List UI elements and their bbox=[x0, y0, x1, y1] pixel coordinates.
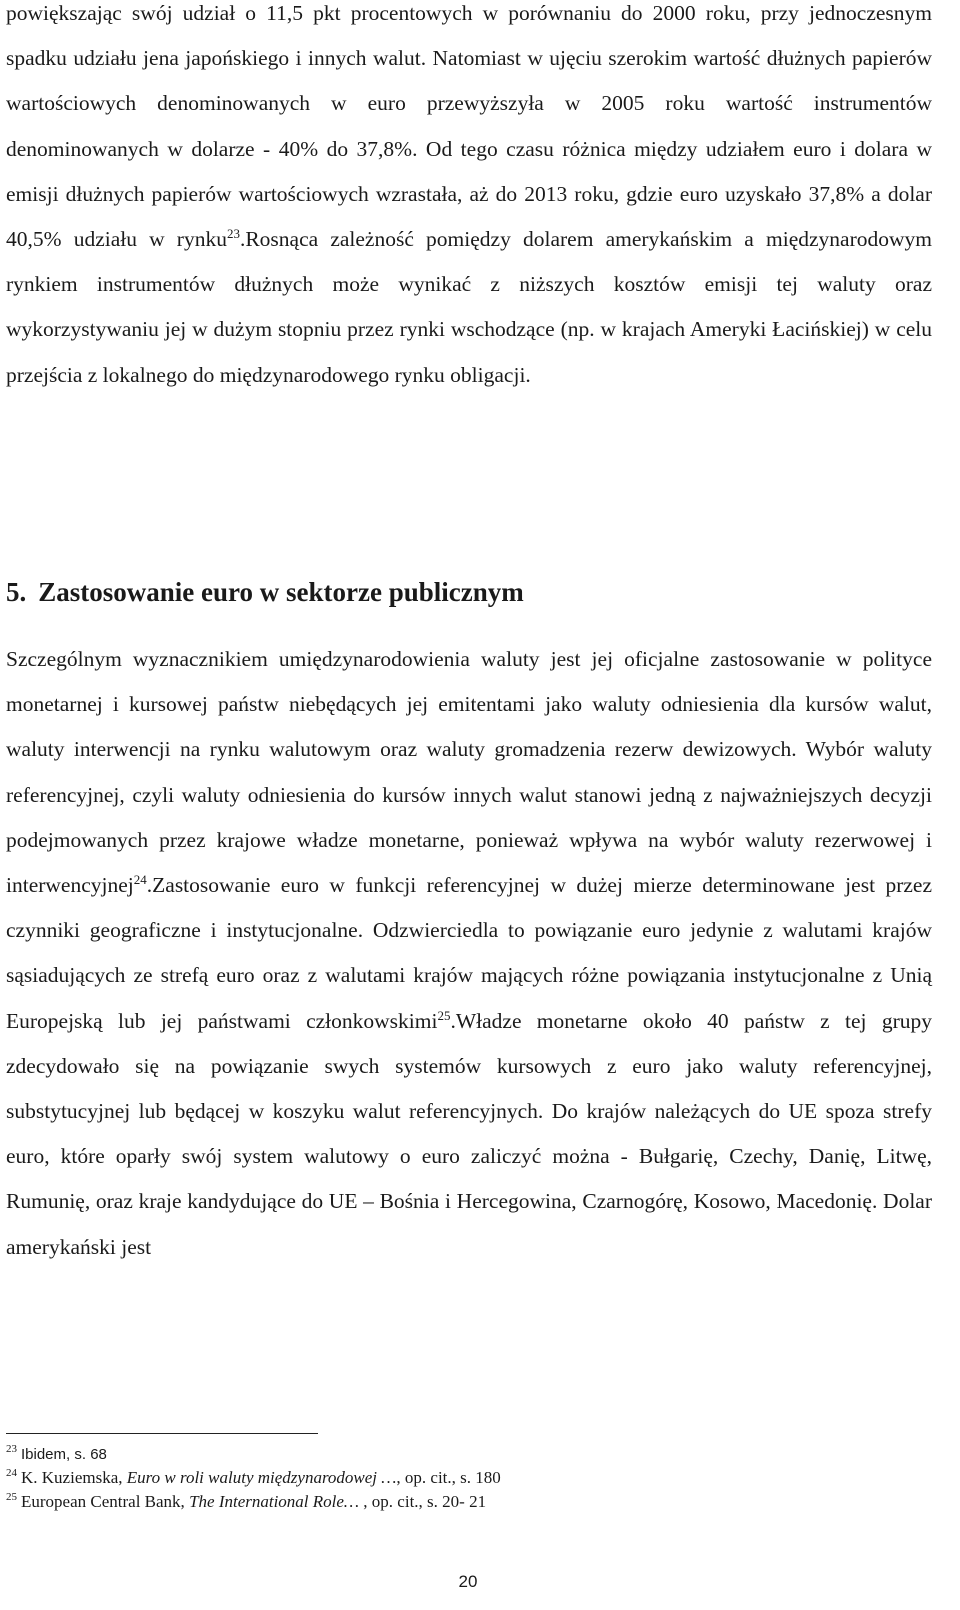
footnote-ref-25[interactable]: 25 bbox=[437, 1007, 451, 1023]
footnote-mark: 24 bbox=[6, 1467, 17, 1480]
footnote-ref-23[interactable]: 23 bbox=[226, 225, 240, 241]
body-paragraph-2 bbox=[6, 637, 932, 1270]
footnote-mark: 23 bbox=[6, 1443, 17, 1456]
section-number: 5. bbox=[6, 577, 27, 607]
paragraph-1-text-a: powiększając swój udział o 11,5 pkt procentowych w porównaniu do 2000 roku, przy jednoczesnym spadku udziału jena japońskiego i innych walut. Natomiast w ujęciu szerokim wartość dłużnych papierów wartościowych denominowanych w euro przewyższyła w 2005 roku wartość instrumentów denominowanych w dolarze - 40% do 37,8%. Od tego czasu różnica między udziałem euro i dolara w emisji dłużnych papierów wartościowych wzrastała, aż do 2013 roku, gdzie euro uzyskało 37,8% a dolar 40,5% udziału w rynku bbox=[6, 1, 932, 252]
paragraph-2-text-c: .Władze monetarne około 40 państw z tej grupy zdecydowało się na powiązanie swych systemów kursowych z euro jako waluty referencyjnej, substytucyjnej lub będącej w koszyku walut referencyjnych. Do krajów należących do UE spoza strefy euro, które oparły swój system walutowy o euro zaliczyć można - Bułgarię, Czechy, Danię, Litwę, Rumunię, oraz kraje kandydujące do UE – Bośnia i Hercegowina, Czarnogórę, Kosowo, Macedonię. Dolar amerykański jest bbox=[6, 1008, 932, 1259]
section-title: Zastosowanie euro w sektorze publicznym bbox=[38, 577, 524, 607]
footnote-author: European Central Bank, bbox=[21, 1492, 190, 1511]
paragraph-1-text-b: .Rosnąca zależność pomiędzy dolarem amerykańskim a międzynarodowym rynkiem instrumentów dłużnych może wynikać z niższych kosztów emisji tej waluty oraz wykorzystywaniu jej w dużym stopniu przez rynki wschodzące (np. w krajach Ameryki Łacińskiej) w celu przejścia z lokalnego do międzynarodowego rynku obligacji. bbox=[6, 227, 932, 387]
footnote-text: Ibidem, s. 68 bbox=[21, 1446, 107, 1463]
paragraph-2-text-a: Szczególnym wyznacznikiem umiędzynarodowienia waluty jest jej oficjalne zastosowanie w polityce monetarnej i kursowej państw niebędących jej emitentami jako waluty odniesienia dla kursów walut, waluty interwencji na rynku walutowym oraz waluty gromadzenia rezerw dewizowych. Wybór waluty referencyjnej, czyli waluty odniesienia do kursów innych walut stanowi jedną z najważniejszych decyzji podejmowanych przez krajowe władze monetarne, ponieważ wpływa na wybór waluty rezerwowej i interwencyjnej bbox=[6, 647, 932, 898]
footnote-24 bbox=[6, 1466, 936, 1490]
footnote-23 bbox=[6, 1442, 936, 1466]
paragraph-2-text-b: .Zastosowanie euro w funkcji referencyjnej w dużej mierze determinowane jest przez czynniki geograficzne i instytucjonalne. Odzwierciedla to powiązanie euro jedynie z walutami krajów sąsiadujących ze strefą euro oraz z walutami krajów mających różne powiązania instytucjonalne z Unią Europejską lub jej państwami członkowskimi bbox=[6, 873, 932, 1033]
footnote-citation: , op. cit., s. 20- 21 bbox=[363, 1492, 487, 1511]
footnote-ref-24[interactable]: 24 bbox=[133, 871, 147, 887]
body-paragraph-1 bbox=[6, 0, 932, 398]
page-number: 20 bbox=[458, 1572, 478, 1591]
footnotes-list bbox=[6, 1442, 936, 1514]
footnote-title: Euro w roli waluty międzynarodowej … bbox=[126, 1468, 397, 1487]
section-heading bbox=[6, 572, 524, 612]
footnote-25 bbox=[6, 1490, 936, 1514]
footnote-separator bbox=[6, 1433, 318, 1434]
footnote-citation: , op. cit., s. 180 bbox=[396, 1468, 501, 1487]
footnote-author: K. Kuziemska, bbox=[21, 1468, 127, 1487]
footnote-title: The International Role… bbox=[189, 1492, 364, 1511]
footnote-mark: 25 bbox=[6, 1491, 17, 1504]
